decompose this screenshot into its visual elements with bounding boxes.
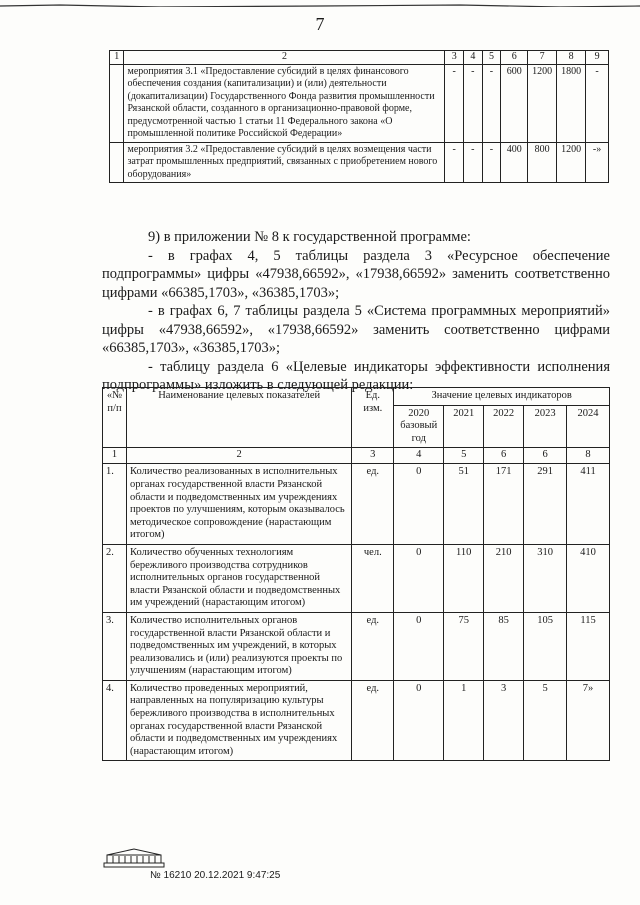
table-header-row: 1 2 3 4 5 6 7 8 9 xyxy=(110,51,609,65)
paragraph: 9) в приложении № 8 к государственной программе: xyxy=(148,229,471,245)
paragraph: - в графах 4, 5 таблицы раздела 3 «Ресурсное обеспечение подпрограммы» цифры «47938,66592», «17938,66592» заменить соответственно цифрами «66385,1703», «36385,1703»; xyxy=(102,247,610,301)
page-number: 7 xyxy=(315,14,325,34)
registration-stamp: № 16210 20.12.2021 9:47:25 xyxy=(150,870,281,881)
table-header-row xyxy=(103,388,610,406)
table-row: 4. Количество проведенных мероприятий, направленных на популяризацию культуры бережливого производства в исполнительных органах государственной власти Рязанской области и подведомственных им учреждениях (нарастающим итогом) ед. 0 1 3 5 7» xyxy=(103,680,610,761)
col-unit-header: Ед. изм. xyxy=(352,388,394,448)
table-row: 2. Количество обученных технологиям бережливого производства сотрудников исполнительных органов государственной власти Рязанской области и подведомственных им учреждений (нарастающим итогом) чел. 0 110 210 310 410 xyxy=(103,544,610,612)
paragraph: - в графах 6, 7 таблицы раздела 5 «Система программных мероприятий» цифры «47938,66592», «17938,66592» заменить соответственно цифрами «66385,1703», «36385,1703»; xyxy=(102,303,610,356)
table-row: 1. Количество реализованных в исполнительных органах государственной власти Рязанской области и подведомственных им учреждениях проектов по улучшениям, которым оказывалось методическое сопровождение (нарастающим итогом) ед. 0 51 171 291 411 xyxy=(103,464,610,545)
col-name-header: Наименование целевых показателей xyxy=(126,388,351,448)
paragraph: - таблицу раздела 6 «Целевые индикаторы эффективности исполнения подпрограммы» изложить в следующей редакции: xyxy=(102,358,610,393)
table-row: мероприятия 3.1 «Предоставление субсидий в целях финансового обеспечения создания (капитализации) и (или) деятельности (докапитализации) Государственного Фонда развития промышленности Рязанской области, созданного в организационно-правовой форме, предусмотренной частью 1 статьи 11 Федерального закона «О промышленной политике Российской Федерации» - - - 600 1200 1800 - xyxy=(110,64,609,142)
col-values-header: Значение целевых индикаторов xyxy=(394,388,610,406)
building-emblem-icon xyxy=(103,848,165,868)
col-no-header: «№ п/п xyxy=(103,388,127,448)
indicators-table xyxy=(102,387,610,761)
measure-text: мероприятия 3.1 «Предоставление субсидий в целях финансового обеспечения создания (капитализации) и (или) деятельности (докапитализации) Государственного Фонда развития промышленности Рязанской области, созданного в организационно-правовой форме, предусмотренной частью 1 статьи 11 Федерального закона «О промышленной политике Российской Федерации» xyxy=(124,64,445,142)
measure-text: мероприятия 3.2 «Предоставление субсидий в целях возмещения части затрат промышленных предприятий, связанных с приобретением нового оборудования» xyxy=(124,142,445,183)
table-row: мероприятия 3.2 «Предоставление субсидий в целях возмещения части затрат промышленных предприятий, связанных с приобретением нового оборудования» - - - 400 800 1200 -» xyxy=(110,142,609,183)
table-header-row: 2020 базовый год 2021 2022 2023 2024 xyxy=(103,405,610,448)
amendment-text xyxy=(102,228,610,395)
scan-edge-line xyxy=(0,4,640,7)
subsidy-table xyxy=(109,50,609,183)
column-numbers-row: 1 2 3 4 5 6 6 8 xyxy=(103,448,610,464)
table-row: 3. Количество исполнительных органов государственной власти Рязанской области и подведомственных им учреждений, в которых реализовались и (или) реализуются проекты по улучшениям (нарастающим итогом) ед. 0 75 85 105 115 xyxy=(103,612,610,680)
